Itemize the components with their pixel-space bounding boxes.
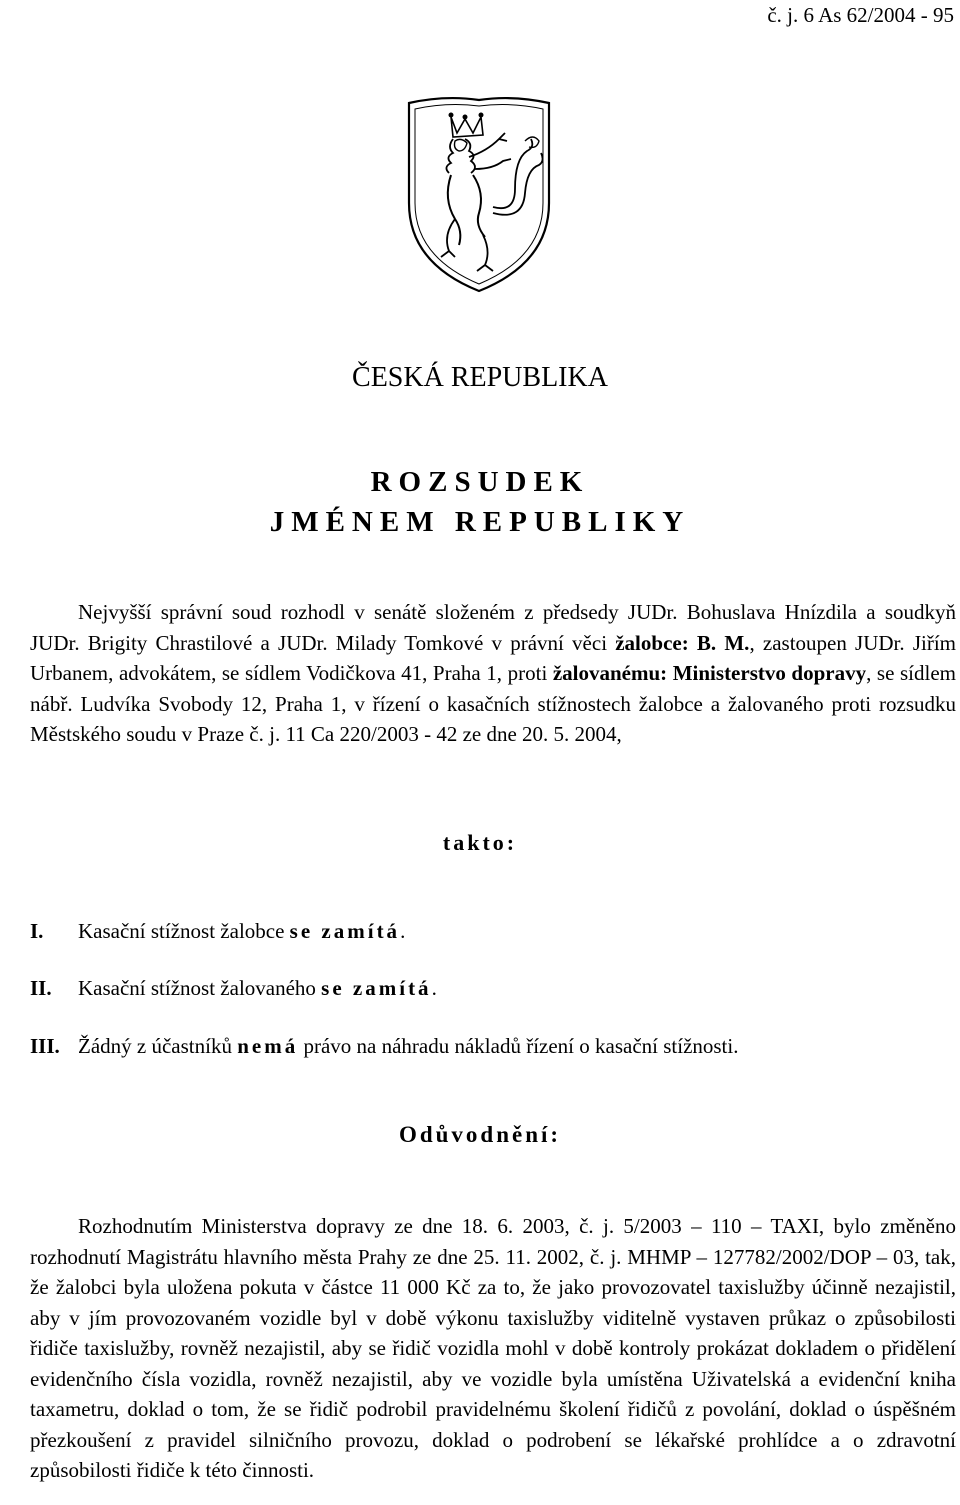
item-text-post: . — [431, 976, 437, 1000]
item-text-pre: Kasační stížnost žalobce — [78, 919, 290, 943]
reasoning-heading: Odůvodnění: — [398, 1122, 562, 1147]
item-number: I. — [30, 919, 44, 943]
item-text-pre: Žádný z účastníků — [78, 1034, 238, 1058]
item-text-emphasis: se zamítá — [289, 919, 401, 943]
intro-text-2: , zastoupen JUDr. Jiřím Urbanem, advokátem, se sídlem Vodičkova 41, Praha 1, proti — [30, 630, 957, 685]
item-text-post: . — [400, 919, 406, 943]
item-text-emphasis: nemá — [237, 1034, 299, 1058]
takto-heading: takto: — [442, 830, 518, 855]
intro-text-3: , se sídlem nábř. Ludvíka Svobody 12, Praha 1, v řízení o kasačních stížnostech žalobce a žalovaného proti rozsudku Městského soudu v Praze č. j. 11 Ca 220/2003 - 42 ze dne 20. 5. 2004, — [30, 661, 956, 746]
verdict-subtitle: JMÉNEM REPUBLIKY — [269, 506, 691, 538]
item-text — [78, 919, 405, 944]
intro-paragraph — [30, 597, 956, 750]
coat-of-arms-icon — [403, 95, 555, 295]
item-number: III. — [30, 1034, 60, 1058]
item-text-emphasis: se zamítá — [321, 976, 432, 1000]
item-text-post: právo na náhradu nákladů řízení o kasační stížnosti. — [298, 1034, 739, 1058]
country-name: ČESKÁ REPUBLIKA — [352, 362, 608, 393]
item-text — [78, 1034, 738, 1059]
verdict-title: ROZSUDEK — [370, 466, 590, 498]
item-number: II. — [30, 976, 52, 1000]
case-reference: č. j. 6 As 62/2004 - 95 — [767, 3, 954, 27]
plaintiff-label: žalobce: B. M. — [615, 630, 750, 655]
item-text — [78, 976, 437, 1001]
item-text-pre: Kasační stížnost žalovaného — [78, 976, 322, 1000]
intro-text-1: Nejvyšší správní soud rozhodl v senátě složeném z předsedy JUDr. Bohuslava Hnízdila a soudkyň JUDr. Brigity Chrastilové a JUDr. Milady Tomkové v právní věci — [30, 600, 956, 655]
reasoning-paragraph: Rozhodnutím Ministerstva dopravy ze dne 18. 6. 2003, č. j. 5/2003 – 110 – TAXI, bylo změněno rozhodnutí Magistrátu hlavního města Prahy ze dne 25. 11. 2002, č. j. MHMP – 127782/2002/DOP – 03, tak, že žalobci byla uložena pokuta v částce 11 000 Kč za to, že jako provozovatel taxislužby účinně nezajistil, aby v jím provozovaném vozidle byl v době výkonu taxislužby viditelně vystaven průkaz o způsobilosti řidiče taxislužby, rovněž nezajistil, aby se řidič vozidla mohl v době kontroly prokázat dokladem o přidělení evidenčního čísla vozidla, rovněž nezajistil, aby ve vozidle byla umístěna Uživatelská a evidenční kniha taxametru, doklad o tom, že se řidič podrobil pravidelnému školení řidičů z povolání, doklad o úspěšném přezkoušení z pravidel silničního provozu, doklad o podrobení se lékařské prohlídce a o zdravotní způsobilosti řidiče k této činnosti. — [30, 1214, 956, 1482]
defendant-label: žalovanému: Ministerstvo dopravy — [552, 661, 867, 685]
